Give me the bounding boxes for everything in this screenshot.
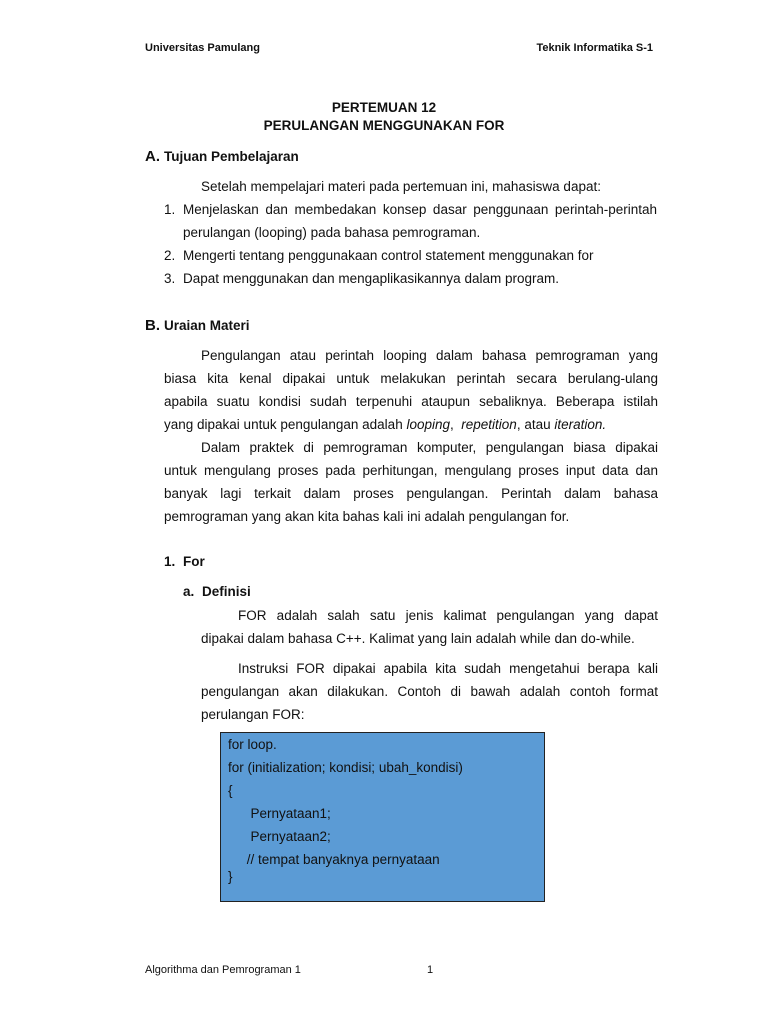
objective-1	[183, 198, 657, 244]
paragraph-4-line1: Instruksi FOR dipakai apabila kita sudah mengetahui berapa kali	[238, 661, 658, 676]
paragraph-2-line3: banyak lagi terkait dalam proses pengulangan. Perintah dalam bahasa	[164, 486, 658, 501]
code-example-box	[220, 732, 545, 902]
section-a-intro: Setelah mempelajari materi pada pertemuan ini, mahasiswa dapat:	[201, 179, 601, 194]
paragraph-1-line4: yang dipakai untuk pengulangan adalah looping, repetition, atau iteration.	[164, 417, 607, 432]
footer-left: Algorithma dan Pemrograman 1	[145, 964, 301, 976]
subsection-definisi	[183, 584, 251, 599]
paragraph-2-line2: untuk mengulang proses pada perhitungan, mengulang proses input data dan	[164, 463, 658, 478]
paragraph-3-line1: FOR adalah salah satu jenis kalimat pengulangan yang dapat	[238, 608, 658, 623]
page-title-line2: PERULANGAN MENGGUNAKAN FOR	[263, 118, 505, 133]
paragraph-2-line4: pemrograman yang akan kita bahas kali ini adalah pengulangan for.	[164, 509, 570, 524]
paragraph-3	[201, 604, 658, 650]
code-line: Pernyataan2;	[228, 829, 331, 844]
section-a-title: Tujuan Pembelajaran	[164, 149, 299, 164]
subsection-for-label: For	[183, 554, 205, 569]
objective-2-number: 2.	[164, 248, 176, 263]
paragraph-1-line2: biasa kita kenal dipakai untuk melakukan perintah secara berulang-ulang	[164, 371, 658, 386]
section-b-title: Uraian Materi	[164, 318, 250, 333]
paragraph-2-line1: Dalam praktek di pemrograman komputer, pengulangan biasa dipakai	[201, 440, 658, 455]
subsection-for-number: 1.	[164, 554, 176, 569]
subsection-for	[164, 554, 205, 569]
section-a-heading	[145, 148, 299, 165]
paragraph-1	[164, 344, 658, 436]
paragraph-4	[201, 657, 658, 726]
code-line: // tempat banyaknya pernyataan	[228, 852, 440, 867]
paragraph-4-line2: pengulangan akan dilakukan. Contoh di bawah adalah contoh format	[201, 684, 658, 699]
objective-2: Mengerti tentang penggunakaan control statement menggunakan for	[183, 248, 594, 263]
page-number: 1	[427, 964, 434, 976]
objective-3: Dapat menggunakan dan mengaplikasikannya dalam program.	[183, 271, 559, 286]
paragraph-4-line3: perulangan FOR:	[201, 707, 305, 722]
code-line: {	[228, 783, 233, 798]
header-left: Universitas Pamulang	[145, 42, 260, 54]
objective-1-line1: Menjelaskan dan membedakan konsep dasar penggunaan perintah-perintah	[183, 202, 657, 217]
code-line: for (initialization; kondisi; ubah_kondisi)	[228, 760, 463, 775]
paragraph-2	[164, 436, 658, 528]
objective-1-number: 1.	[164, 202, 176, 217]
subsection-definisi-number: a.	[183, 584, 195, 599]
code-line: }	[228, 869, 233, 884]
objective-3-number: 3.	[164, 271, 176, 286]
header-right: Teknik Informatika S-1	[536, 42, 653, 54]
code-line: for loop.	[228, 737, 277, 752]
code-line: Pernyataan1;	[228, 806, 331, 821]
paragraph-1-line1: Pengulangan atau perintah looping dalam bahasa pemrograman yang	[201, 348, 658, 363]
paragraph-3-line2: dipakai dalam bahasa C++. Kalimat yang lain adalah while dan do-while.	[201, 631, 635, 646]
section-a-letter: A.	[145, 148, 160, 165]
section-b-heading	[145, 317, 250, 334]
objective-1-line2: perulangan (looping) pada bahasa pemrograman.	[183, 225, 481, 240]
paragraph-1-line3: apabila suatu kondisi sudah terpenuhi ataupun sebaliknya. Beberapa istilah	[164, 394, 658, 409]
page-title-line1: PERTEMUAN 12	[331, 100, 437, 115]
subsection-definisi-label: Definisi	[202, 584, 251, 599]
section-b-letter: B.	[145, 317, 160, 334]
